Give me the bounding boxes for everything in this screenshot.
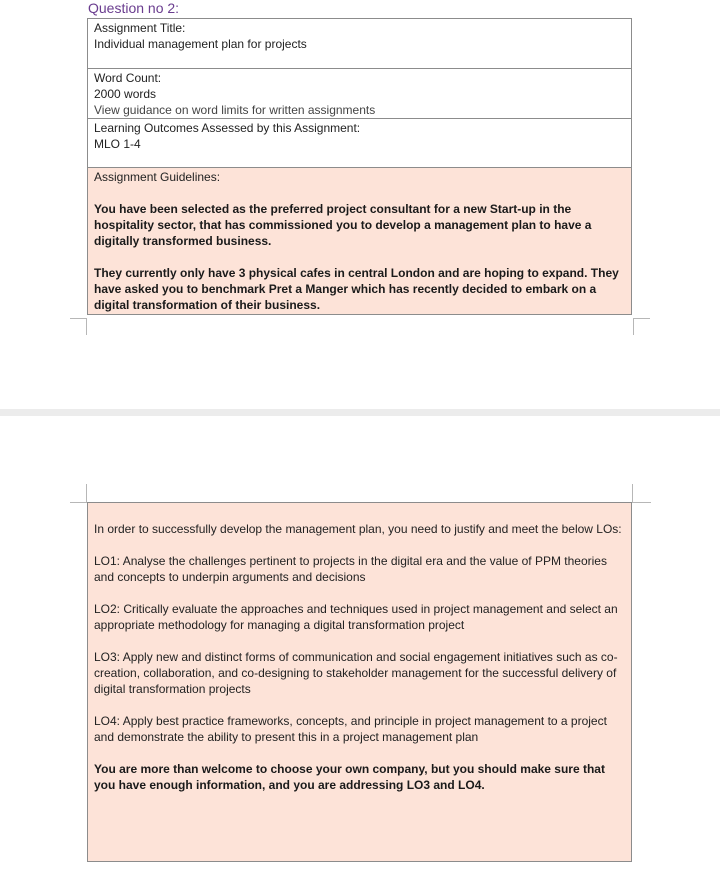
lo2-text: LO2: Critically evaluate the approaches and techniques used in project management and select an appropriate methodology for managing a digital transformation project — [94, 602, 618, 632]
word-count-guidance: View guidance on word limits for written assignments — [94, 103, 376, 117]
guidelines-paragraph-2: They currently only have 3 physical cafes in central London and are hoping to expand. They have asked you to benchmark Pret a Manger which has recently decided to embark on a digital transformation of their business. — [94, 266, 619, 312]
assignment-title-label: Assignment Title: — [94, 21, 186, 35]
learning-outcomes-value: MLO 1-4 — [94, 137, 141, 151]
word-count-value: 2000 words — [94, 87, 157, 101]
guidelines-cell — [87, 167, 632, 315]
word-count-cell — [87, 68, 632, 119]
lo-intro: In order to successfully develop the management plan, you need to justify and meet the below LOs: — [94, 522, 622, 536]
lo3-text: LO3: Apply new and distinct forms of communication and social engagement initiatives such as co-creation, collaboration, and co-designing to stakeholder management for the successful delivery of digital transformation projects — [94, 650, 618, 696]
page-corner-mark-right — [633, 318, 650, 335]
guidelines-label: Assignment Guidelines: — [94, 170, 221, 184]
learning-outcomes-label: Learning Outcomes Assessed by this Assignment: — [94, 121, 361, 135]
page-corner-mark-top-right — [632, 484, 651, 503]
page-corner-mark-top-left — [70, 484, 87, 503]
question-heading: Question no 2: — [88, 0, 180, 16]
learning-outcomes-cell — [87, 118, 632, 168]
word-count-label: Word Count: — [94, 71, 162, 85]
learning-outcomes-detail-cell — [87, 502, 632, 862]
page-break — [0, 409, 720, 416]
lo4-text: LO4: Apply best practice frameworks, concepts, and principle in project management to a project and demonstrate the ability to present this in a project management plan — [94, 714, 607, 744]
guidelines-paragraph-1: You have been selected as the preferred project consultant for a new Start-up in the hospitality sector, that has commissioned you to develop a management plan to have a digitally transformed business. — [94, 202, 592, 248]
closing-note: You are more than welcome to choose your own company, but you should make sure that you have enough information, and you are addressing LO3 and LO4. — [94, 762, 605, 792]
page-corner-mark-left — [70, 318, 87, 335]
assignment-title-cell — [87, 18, 632, 69]
assignment-title-value: Individual management plan for projects — [94, 37, 307, 51]
lo1-text: LO1: Analyse the challenges pertinent to projects in the digital era and the value of PPM theories and concepts to underpin arguments and decisions — [94, 554, 607, 584]
